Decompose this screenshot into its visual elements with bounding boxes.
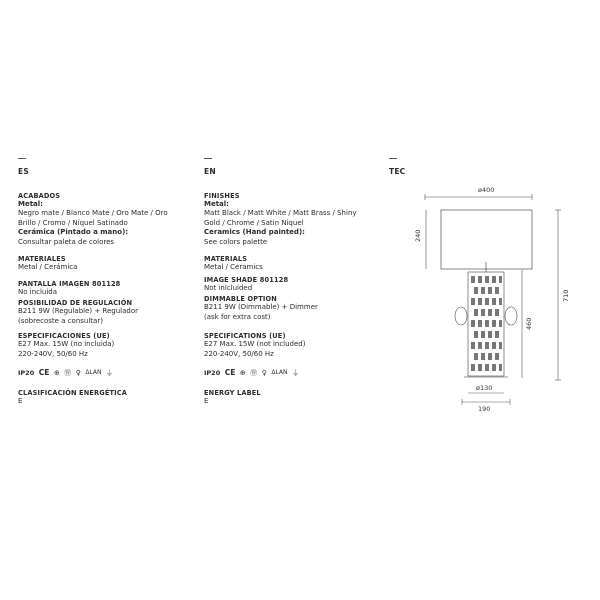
finishes-heading: ACABADOS: [18, 192, 61, 200]
ceramic-label: Cerámica (Pintado a mano):: [18, 228, 129, 237]
dimmable-icon: ΔLΑΝ: [271, 369, 288, 376]
dimmable-value-1: B211 9W (Dimmable) + Dimmer: [204, 303, 318, 311]
bulb-icon: ♀: [261, 369, 267, 377]
spec-value-2: 220-240V, 50/60 Hz: [18, 349, 88, 358]
language-code: TEC: [389, 167, 406, 176]
right-handle: [505, 307, 517, 325]
ce-mark-icon: CE: [38, 368, 50, 377]
shade-value: No incluida: [18, 288, 58, 296]
energy-heading: ENERGY LABEL: [204, 389, 261, 397]
dimmable-heading: DIMMABLE OPTION: [204, 295, 277, 303]
shade-value: Not inlcluided: [204, 284, 253, 292]
spec-value-1: E27 Max. 15W (no incluida): [18, 340, 115, 348]
energy-heading: CLASIFICACIÓN ENERGÉTICA: [18, 389, 127, 397]
total-height-label: 710: [562, 289, 570, 302]
dimmable-value-2: (ask for extra cost): [204, 312, 271, 321]
materials-heading: MATERIALES: [18, 255, 66, 263]
ip20-icon: IP20: [204, 369, 221, 377]
dimmable-value-2: (sobrecoste a consultar): [18, 316, 103, 325]
base-diameter-label: ø130: [476, 384, 493, 392]
body-height-label: 460: [525, 317, 533, 330]
ground-icon: ⏚: [291, 369, 299, 377]
spec-value-2: 220-240V, 50/60 Hz: [204, 349, 274, 358]
weee-icon: Ⓦ: [250, 369, 258, 377]
spec-heading: SPECIFICATIONS (UE): [204, 332, 286, 340]
materials-heading: MATERIALS: [204, 255, 248, 263]
dimmable-value-1: B211 9W (Regulable) + Regulador: [18, 307, 139, 315]
energy-value: E: [204, 397, 209, 405]
ceramic-value: See colors palette: [204, 237, 268, 246]
class2-icon: ⊕: [53, 369, 60, 377]
finishes-heading: FINISHES: [204, 192, 240, 200]
metal-label: Metal:: [204, 200, 229, 208]
shade-heading: PANTALLA IMAGEN 801128: [18, 280, 121, 288]
ce-mark-icon: CE: [224, 368, 236, 377]
base-width-label: 190: [478, 405, 491, 413]
ceramic-value: Consultar paleta de colores: [18, 237, 115, 246]
metal-value: Matt Black / Matt White / Matt Brass / Shiny Gold / Chrome / Satin Niquel: [204, 209, 357, 227]
language-code: ES: [18, 167, 29, 176]
shade-diameter-label: ø400: [478, 186, 495, 194]
left-handle: [455, 307, 467, 325]
bulb-icon: ♀: [75, 369, 81, 377]
shade-heading: IMAGE SHADE 801128: [204, 276, 289, 284]
materials-value: Metal / Cerámica: [18, 263, 78, 271]
ip20-icon: IP20: [18, 369, 35, 377]
ground-icon: ⏚: [105, 369, 113, 377]
shade-height-label: 240: [414, 229, 422, 242]
spec-value-1: E27 Max. 15W (not included): [204, 340, 306, 348]
materials-value: Metal / Ceramics: [204, 263, 263, 271]
energy-value: E: [18, 397, 23, 405]
class2-icon: ⊕: [239, 369, 246, 377]
body-pattern: [471, 276, 502, 371]
metal-value: Negro mate / Blanco Mate / Oro Mate / Oro Brillo / Cromo / Níquel Satinado: [18, 209, 168, 227]
weee-icon: Ⓦ: [64, 369, 72, 377]
dimmable-heading: POSIBILIDAD DE REGULACIÓN: [18, 299, 133, 307]
ceramic-label: Ceramics (Hand painted):: [204, 228, 305, 237]
metal-label: Metal:: [18, 200, 43, 208]
lamp-shade: [441, 210, 532, 269]
language-code: EN: [204, 167, 216, 176]
spec-heading: ESPECIFICACIONES (UE): [18, 332, 110, 340]
dimmable-icon: ΔLΑΝ: [85, 369, 102, 376]
